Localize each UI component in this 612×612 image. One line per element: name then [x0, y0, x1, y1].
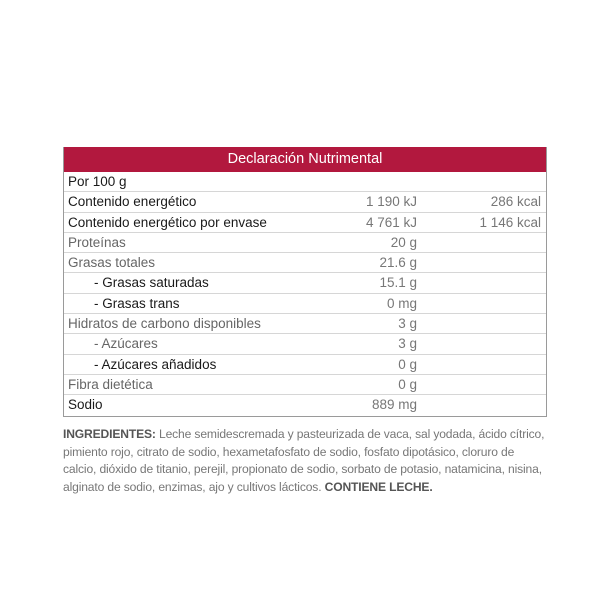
table-row — [64, 294, 546, 314]
row-label: Fibra dietética — [68, 376, 153, 392]
table-row — [64, 233, 546, 253]
table-row — [64, 192, 546, 212]
table-row — [64, 375, 546, 395]
table-row — [64, 314, 546, 334]
table-row — [64, 172, 546, 192]
row-label: Contenido energético por envase — [68, 214, 267, 230]
row-value: 889 mg — [371, 397, 417, 413]
table-row — [64, 334, 546, 354]
row-value: 20 g — [390, 234, 417, 250]
ingredients-text — [63, 426, 549, 496]
row-value: 0 g — [398, 376, 417, 392]
ingredients-heading: INGREDIENTES: — [63, 427, 156, 441]
row-label: - Grasas trans — [94, 295, 180, 311]
nutrition-table-title: Declaración Nutrimental — [64, 147, 546, 172]
row-label: Grasas totales — [68, 255, 156, 271]
table-row — [64, 395, 546, 415]
nutrition-table — [63, 147, 547, 417]
table-row — [64, 253, 546, 273]
row-label: Por 100 g — [68, 174, 127, 189]
row-value-kj: 4 761 kJ — [365, 214, 417, 230]
row-value: 15.1 g — [379, 275, 417, 291]
row-value-kj: 1 190 kJ — [365, 194, 417, 210]
row-value: 0 mg — [386, 295, 417, 311]
row-label: - Azúcares — [94, 336, 158, 352]
row-value: 3 g — [398, 336, 417, 352]
row-label: Hidratos de carbono disponibles — [68, 316, 261, 332]
table-row — [64, 273, 546, 293]
row-label: Contenido energético — [68, 194, 197, 210]
row-label: - Azúcares añadidos — [94, 356, 217, 372]
allergen-warning: CONTIENE LECHE. — [324, 479, 433, 494]
row-value: 3 g — [398, 316, 417, 332]
ingredients-list: Leche semidescremada y pasteurizada de vaca, sal yodada, ácido cítrico, pimiento rojo, citrato de sodio, hexametafosfato de sodio, fosfato dipotásico, cloruro de calcio, dióxido de titanio, perejil, propionato de sodio, sorbato de potasio, natamicina, nisina, alginato de sodio, enzimas, ajo y cultivos lácticos. — [63, 427, 545, 494]
row-value: 21.6 g — [379, 255, 417, 271]
row-label: Proteínas — [68, 234, 126, 250]
row-value-kcal: 286 kcal — [490, 194, 541, 210]
row-label: - Grasas saturadas — [94, 275, 209, 291]
row-label: Sodio — [68, 397, 103, 413]
row-value: 0 g — [398, 356, 417, 372]
row-value-kcal: 1 146 kcal — [479, 214, 541, 230]
table-row — [64, 355, 546, 375]
table-row — [64, 213, 546, 233]
